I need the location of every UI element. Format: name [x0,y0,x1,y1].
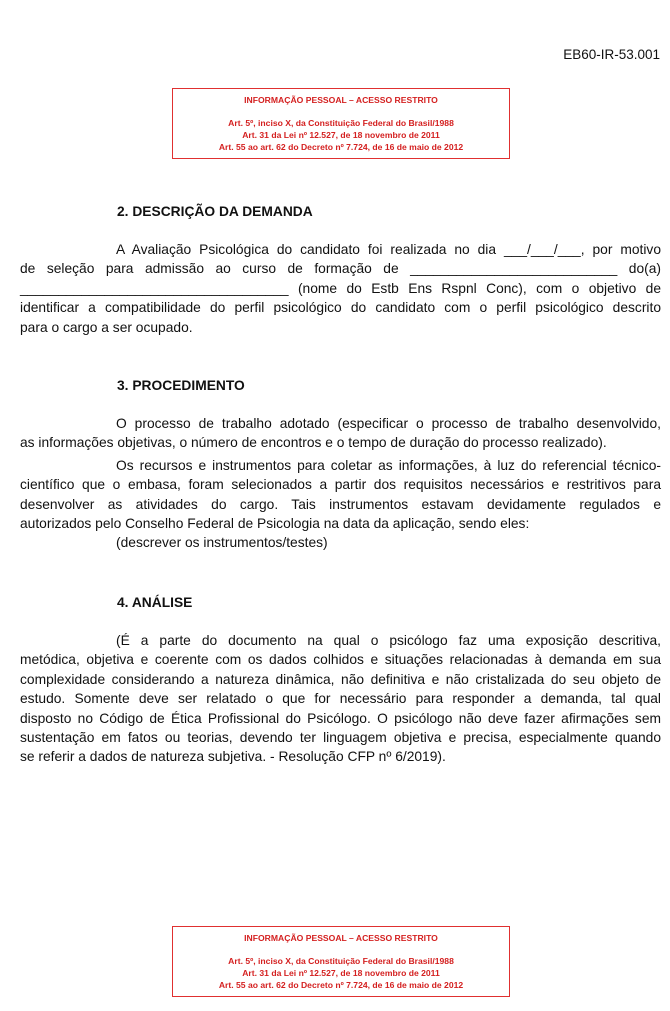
text-line: ___________________________________ (nome do Estb Ens Rspnl Conc), com o objetivo de [20,280,661,296]
legal-reference-line: Art. 31 da Lei nº 12.527, de 18 novembro de 2011 [242,130,440,140]
text-line: de seleção para admissão ao curso de formação de ___________________________ do(a) [20,261,661,277]
legal-reference-line: Art. 5º, inciso X, da Constituição Federal do Brasil/1988 [228,118,454,128]
paragraph-procedimento-1 [20,414,661,453]
section-title-demanda: 2. DESCRIÇÃO DA DEMANDA [117,204,313,219]
text-line: estudo. Somente deve ser relatado o que for necessário para responder a demanda, tal qual [20,691,661,707]
text-line: se referir a dados de natureza subjetiva. - Resolução CFP nº 6/2019). [20,749,446,765]
text-line: científico que o embasa, foram selecionados a partir dos requisitos necessários e restritivos para [20,477,661,493]
text-line: A Avaliação Psicológica do candidato foi realizada no dia ___/___/___, por motivo [116,242,661,257]
text-line: para o cargo a ser ocupado. [20,319,193,335]
text-line: metódica, objetiva e coerente com os dados colhidos e situações relacionadas à demanda em sua [20,652,661,668]
text-line: identificar a compatibilidade do perfil psicológico do candidato com o perfil psicológico descrito [20,300,661,316]
text-line: complexidade considerando a natureza dinâmica, não definitiva e não cristalizada do seu objeto de [20,671,661,687]
text-line: desenvolver as atividades do cargo. Tais instrumentos estavam devidamente regulados e [20,496,661,512]
text-line: Os recursos e instrumentos para coletar as informações, à luz do referencial técnico- [116,458,661,473]
legal-reference-line: Art. 55 ao art. 62 do Decreto nº 7.724, de 16 de maio de 2012 [218,142,464,152]
text-line: disposto no Código de Ética Profissional do Psicólogo. O psicólogo não deve fazer afirmações sem [20,710,661,726]
paragraph-demanda [20,240,661,337]
text-line: O processo de trabalho adotado (especificar o processo de trabalho desenvolvido, [116,416,661,431]
restricted-access-title: INFORMAÇÃO PESSOAL – ACESSO RESTRITO [244,95,438,105]
paragraph-analise [20,631,661,767]
legal-reference-line: Art. 31 da Lei nº 12.527, de 18 novembro de 2011 [242,968,440,978]
paragraph-procedimento-2 [20,456,661,534]
section-title-analise: 4. ANÁLISE [117,595,193,610]
restricted-access-title: INFORMAÇÃO PESSOAL – ACESSO RESTRITO [244,933,438,943]
text-line: sustentação em fatos ou teorias, devendo ter linguagem objetiva e precisa, especialmente quando [20,730,661,746]
restricted-access-box-bottom [172,926,510,997]
text-line: autorizados pelo Conselho Federal de Psicologia na data da aplicação, sendo eles: [20,516,530,532]
legal-reference-line: Art. 5º, inciso X, da Constituição Federal do Brasil/1988 [228,956,454,966]
legal-reference-line: Art. 55 ao art. 62 do Decreto nº 7.724, de 16 de maio de 2012 [218,980,464,990]
document-id: EB60-IR-53.001 [563,47,660,62]
instruments-placeholder: (descrever os instrumentos/testes) [116,535,328,550]
section-title-procedimento: 3. PROCEDIMENTO [117,378,245,393]
text-line: as informações objetivas, o número de encontros e o tempo de duração do processo realizado). [20,435,607,451]
restricted-access-box-top [172,88,510,159]
text-line: (É a parte do documento na qual o psicólogo faz uma exposição descritiva, [116,633,661,648]
